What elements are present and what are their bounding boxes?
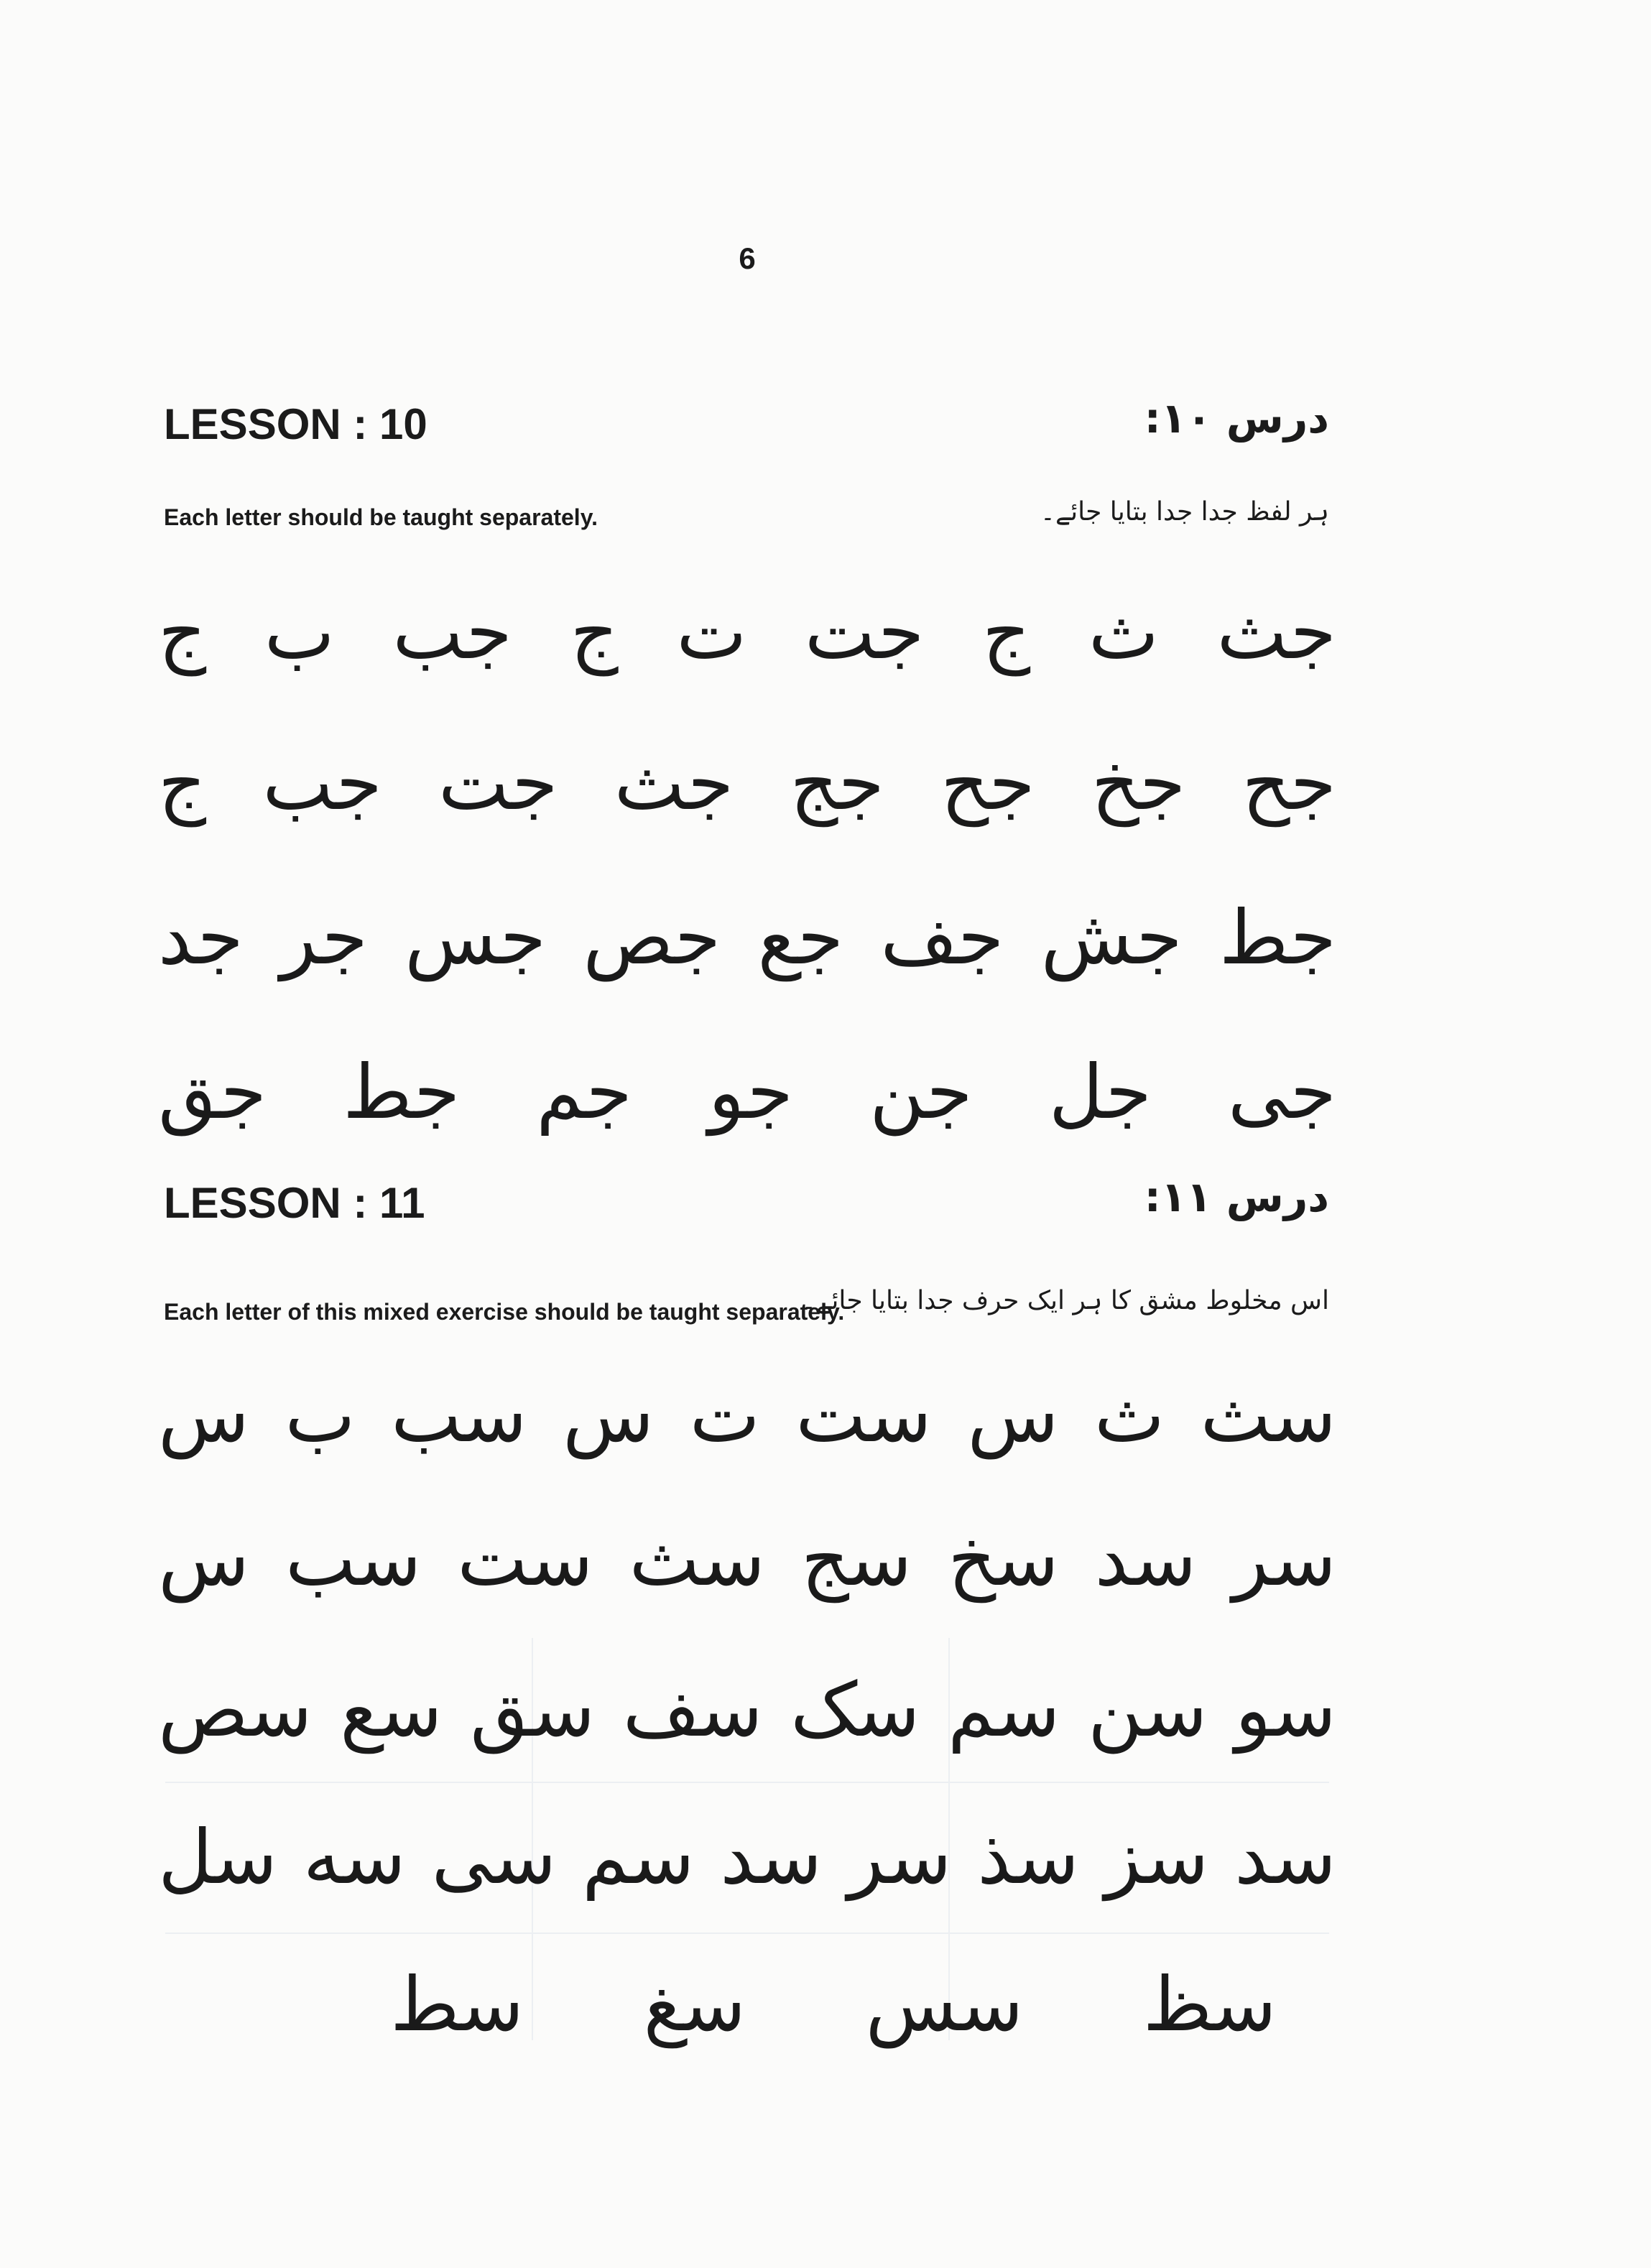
- letter: سث: [1200, 1371, 1336, 1459]
- letter: جط: [1218, 894, 1336, 981]
- letter: جی: [1228, 1048, 1336, 1136]
- letter: ج: [158, 588, 207, 676]
- letter: س: [158, 1371, 249, 1459]
- letter: جد: [158, 894, 244, 981]
- letter: ت: [676, 588, 747, 676]
- lesson-10-title: LESSON : 10: [164, 400, 427, 448]
- lesson-11-row-1: [158, 1358, 1336, 1473]
- letter: سل: [158, 1813, 278, 1901]
- lesson-10-row-4: [158, 1035, 1336, 1149]
- letter: جص: [583, 894, 721, 981]
- letter: س: [967, 1371, 1059, 1459]
- letter: جج: [790, 739, 884, 827]
- letter: س: [563, 1371, 655, 1459]
- lesson-11-row-4: [158, 1800, 1336, 1915]
- lesson-10-row-1: [158, 575, 1336, 690]
- lesson-10-instruction-ur: ہر لفظ جدا جدا بتایا جائے۔: [1040, 497, 1329, 527]
- lesson-11-urdu-title: درس ۱۱:: [1144, 1172, 1329, 1221]
- letter: ث: [1094, 1371, 1165, 1459]
- letter: جح: [1241, 739, 1336, 827]
- letter: جس: [404, 894, 547, 981]
- letter: ست: [795, 1371, 932, 1459]
- letter: سذ: [977, 1813, 1080, 1901]
- lesson-11-row-3: [158, 1652, 1336, 1767]
- letter: سک: [790, 1666, 920, 1754]
- lesson-11-row-5: [330, 1947, 1336, 2062]
- letter: سط: [390, 1961, 524, 2048]
- letter: جر: [280, 894, 368, 981]
- letter: سع: [340, 1666, 443, 1754]
- letter: سد: [1234, 1813, 1336, 1901]
- letter: جث: [614, 739, 734, 827]
- letter: سص: [158, 1666, 313, 1754]
- letter: ت: [689, 1371, 760, 1459]
- letter: ج: [570, 588, 619, 676]
- lesson-11-instruction-ur: اس مخلوط مشق کا ہر ایک حرف جدا بتایا جائے۔: [801, 1286, 1329, 1315]
- letter: سغ: [643, 1961, 746, 2048]
- letter: سم: [948, 1666, 1060, 1754]
- letter: جث: [1216, 588, 1336, 676]
- letter: سی: [431, 1813, 557, 1901]
- letter: سس: [865, 1961, 1024, 2048]
- letter: ب: [285, 1371, 356, 1459]
- bleed-through-rule: [165, 1933, 1329, 1934]
- letter: جب: [262, 739, 382, 827]
- letter: سج: [801, 1515, 912, 1603]
- letter: سو: [1235, 1666, 1336, 1754]
- lesson-10-instruction-en: Each letter should be taught separately.: [164, 504, 598, 530]
- letter: س: [158, 1515, 250, 1603]
- letter: سف: [622, 1666, 763, 1754]
- letter: ب: [264, 588, 335, 676]
- letter: سم: [582, 1813, 695, 1901]
- letter: جخ: [1091, 739, 1186, 827]
- letter: جت: [438, 739, 558, 827]
- letter: ست: [457, 1515, 593, 1603]
- letter: ج: [158, 739, 207, 827]
- letter: سظ: [1142, 1961, 1277, 2048]
- letter: جف: [880, 894, 1004, 981]
- lesson-11-instruction-en: Each letter of this mixed exercise should be taught separately.: [164, 1299, 845, 1325]
- letter: سب: [285, 1515, 422, 1603]
- letter: جش: [1040, 894, 1183, 981]
- lesson-11-title: LESSON : 11: [164, 1179, 425, 1227]
- letter: سه: [302, 1813, 406, 1901]
- letter: سخ: [948, 1515, 1059, 1603]
- lesson-10-urdu-title: درس ۱۰:: [1144, 394, 1329, 443]
- letter: سز: [1104, 1813, 1209, 1901]
- letter: جو: [708, 1048, 794, 1136]
- letter: سب: [391, 1371, 527, 1459]
- lesson-10-row-2: [158, 726, 1336, 841]
- letter: جع: [757, 894, 844, 981]
- page-number: 6: [739, 241, 756, 275]
- letter: ث: [1088, 588, 1159, 676]
- letter: جح: [940, 739, 1035, 827]
- lesson-10-row-3: [158, 880, 1336, 995]
- lesson-11-row-2: [158, 1501, 1336, 1616]
- letter: جم: [536, 1048, 632, 1136]
- letter: سد: [1094, 1515, 1197, 1603]
- letter: سد: [720, 1813, 823, 1901]
- letter: جت: [805, 588, 925, 676]
- letter: جط: [343, 1048, 461, 1136]
- letter: جق: [158, 1048, 267, 1136]
- letter: سر: [1232, 1515, 1336, 1603]
- letter: سث: [629, 1515, 765, 1603]
- letter: جن: [869, 1048, 973, 1136]
- letter: سن: [1088, 1666, 1208, 1754]
- letter: جب: [392, 588, 512, 676]
- letter: جل: [1048, 1048, 1152, 1136]
- letter: ج: [982, 588, 1031, 676]
- bleed-through-rule: [165, 1782, 1329, 1783]
- letter: سر: [847, 1813, 952, 1901]
- letter: سق: [470, 1666, 596, 1754]
